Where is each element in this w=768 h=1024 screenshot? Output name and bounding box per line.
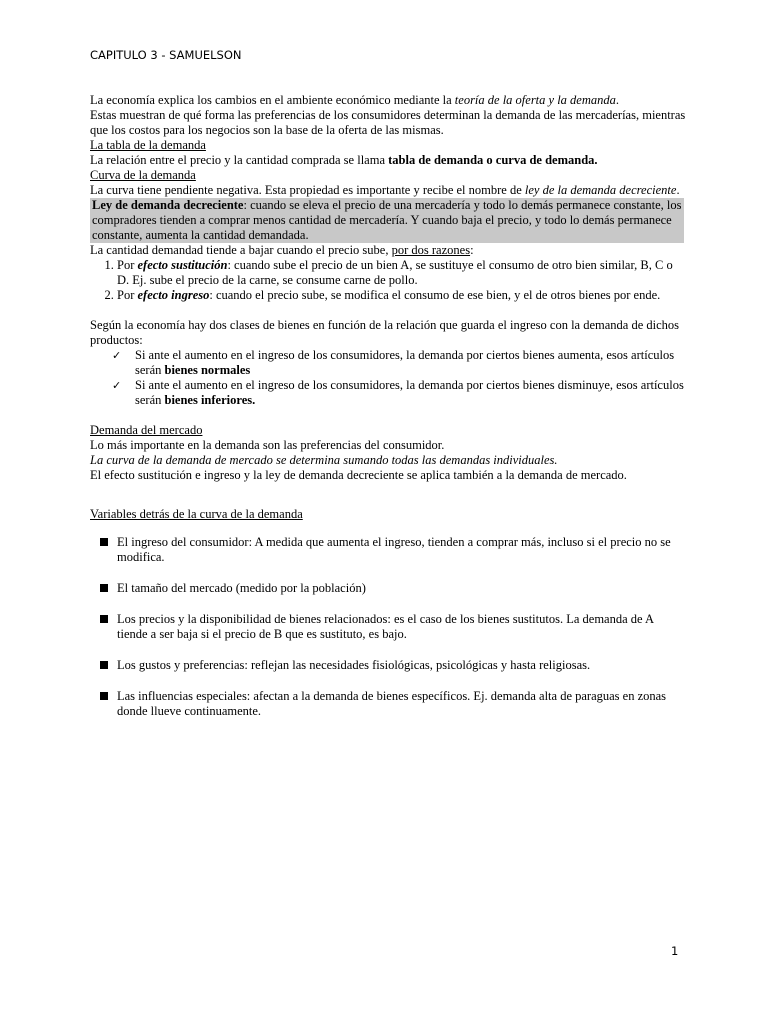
razones-underlined: por dos razones — [391, 243, 471, 257]
ley-bold-term: Ley de demanda decreciente — [92, 198, 244, 212]
ley-text: : cuando se eleva el precio de una mercadería y todo lo demás permanece constante, los compradores tienden a comprar menos cantidad de mercadería. Y cuando baja el precio, y todo lo demás permanece constante, aumenta la cantidad demandada. — [92, 198, 682, 242]
intro-paragraph-1 — [90, 93, 686, 108]
section-heading-mercado — [90, 423, 686, 438]
reason-por: Por — [117, 288, 138, 302]
variables-list — [90, 535, 686, 719]
square-bullet-icon — [100, 692, 108, 700]
header-title: CAPITULO 3 - SAMUELSON — [90, 48, 242, 62]
mercado-paragraph-3: El efecto sustitución e ingreso y la ley de demanda decreciente se aplica también a la demanda de mercado. — [90, 468, 627, 482]
mercado-italic-statement: La curva de la demanda de mercado se determina sumando todas las demandas individuales. — [90, 453, 558, 467]
razones-intro-text: La cantidad demandad tiende a bajar cuando el precio sube, — [90, 243, 392, 257]
bienes-bold-term: bienes normales — [164, 363, 251, 377]
bienes-item — [90, 378, 686, 408]
variable-item — [90, 689, 686, 719]
page-number: 1 — [671, 944, 679, 958]
curva-end: . — [676, 183, 680, 197]
mercado-paragraph-2 — [90, 453, 686, 468]
page-header — [90, 48, 242, 62]
reason-item — [117, 258, 686, 288]
curva-paragraph — [90, 183, 686, 198]
curva-italic-term: ley de la demanda decreciente — [524, 183, 677, 197]
variable-item — [90, 581, 686, 596]
tabla-bold-term: tabla de demanda o curva de demanda. — [388, 153, 598, 167]
variable-item — [90, 612, 686, 642]
section-heading-tabla — [90, 138, 686, 153]
variable-text: Los gustos y preferencias: reflejan las necesidades fisiológicas, psicológicas y hasta religiosas. — [117, 658, 591, 672]
variables-heading-text: Variables detrás de la curva de la demanda — [90, 507, 303, 521]
variable-text: Los precios y la disponibilidad de bienes relacionados: es el caso de los bienes sustitutos. La demanda de A tiende a ser baja si el precio de B que es sustituto, es bajo. — [117, 612, 654, 641]
variable-item — [90, 658, 686, 673]
mercado-paragraph-1: Lo más importante en la demanda son las preferencias del consumidor. — [90, 438, 445, 452]
reason-text: : cuando sube el precio de un bien A, se sustituye el consumo de otro bien similar, B, C o D. Ej. sube el precio de la carne, se consume carne de pollo. — [117, 258, 673, 287]
ley-highlighted-paragraph — [90, 198, 684, 243]
variable-text: Las influencias especiales: afectan a la demanda de bienes específicos. Ej. demanda alta de paraguas en zonas donde llueve continuamente. — [117, 689, 667, 718]
square-bullet-icon — [100, 615, 108, 623]
intro-paragraph-2: Estas muestran de qué forma las preferencias de los consumidores determinan la demanda de las mercaderías, mientras que los costos para los negocios son la base de la oferta de las mismas. — [90, 108, 686, 137]
reason-text: : cuando el precio sube, se modifica el consumo de ese bien, y el de otros bienes por ende. — [209, 288, 661, 302]
curva-heading-text: Curva de la demanda — [90, 168, 196, 182]
variable-item — [90, 535, 686, 565]
square-bullet-icon — [100, 661, 108, 669]
bienes-bold-term: bienes inferiores. — [164, 393, 256, 407]
mercado-heading-text: Demanda del mercado — [90, 423, 203, 437]
curva-text: La curva tiene pendiente negativa. Esta propiedad es importante y recibe el nombre de — [90, 183, 525, 197]
bienes-item — [90, 348, 686, 378]
document-body — [90, 93, 686, 735]
bienes-text: Si ante el aumento en el ingreso de los consumidores, la demanda por ciertos bienes disminuye, esos artículos serán — [135, 378, 684, 407]
reason-term: efecto sustitución — [137, 258, 228, 272]
razones-intro — [90, 243, 686, 258]
reason-item — [117, 288, 686, 303]
square-bullet-icon — [100, 584, 108, 592]
section-heading-curva — [90, 168, 686, 183]
intro-italic-term: teoría de la oferta y la demanda — [454, 93, 616, 107]
square-bullet-icon — [100, 538, 108, 546]
bienes-text: Si ante el aumento en el ingreso de los consumidores, la demanda por ciertos bienes aumenta, esos artículos serán — [135, 348, 675, 377]
checkmark-icon: ✓ — [112, 349, 122, 362]
tabla-paragraph — [90, 153, 686, 168]
tabla-heading-text: La tabla de la demanda — [90, 138, 206, 152]
page-footer — [671, 944, 678, 958]
variable-text: El tamaño del mercado (medido por la población) — [117, 581, 366, 595]
intro-text: La economía explica los cambios en el ambiente económico mediante la — [90, 93, 455, 107]
bienes-checklist — [90, 348, 686, 408]
intro-end: . — [615, 93, 620, 107]
tabla-text: La relación entre el precio y la cantidad comprada se llama — [90, 153, 389, 167]
variable-text: El ingreso del consumidor: A medida que aumenta el ingreso, tienden a comprar más, incluso si el precio no se modifica. — [117, 535, 671, 564]
reasons-list — [90, 258, 686, 303]
reason-por: Por — [117, 258, 138, 272]
checkmark-icon: ✓ — [112, 379, 122, 392]
bienes-intro: Según la economía hay dos clases de bienes en función de la relación que guarda el ingreso con la demanda de dichos productos: — [90, 318, 680, 347]
section-heading-variables — [90, 507, 686, 522]
razones-intro-end: : — [470, 243, 474, 257]
reason-term: efecto ingreso — [137, 288, 210, 302]
